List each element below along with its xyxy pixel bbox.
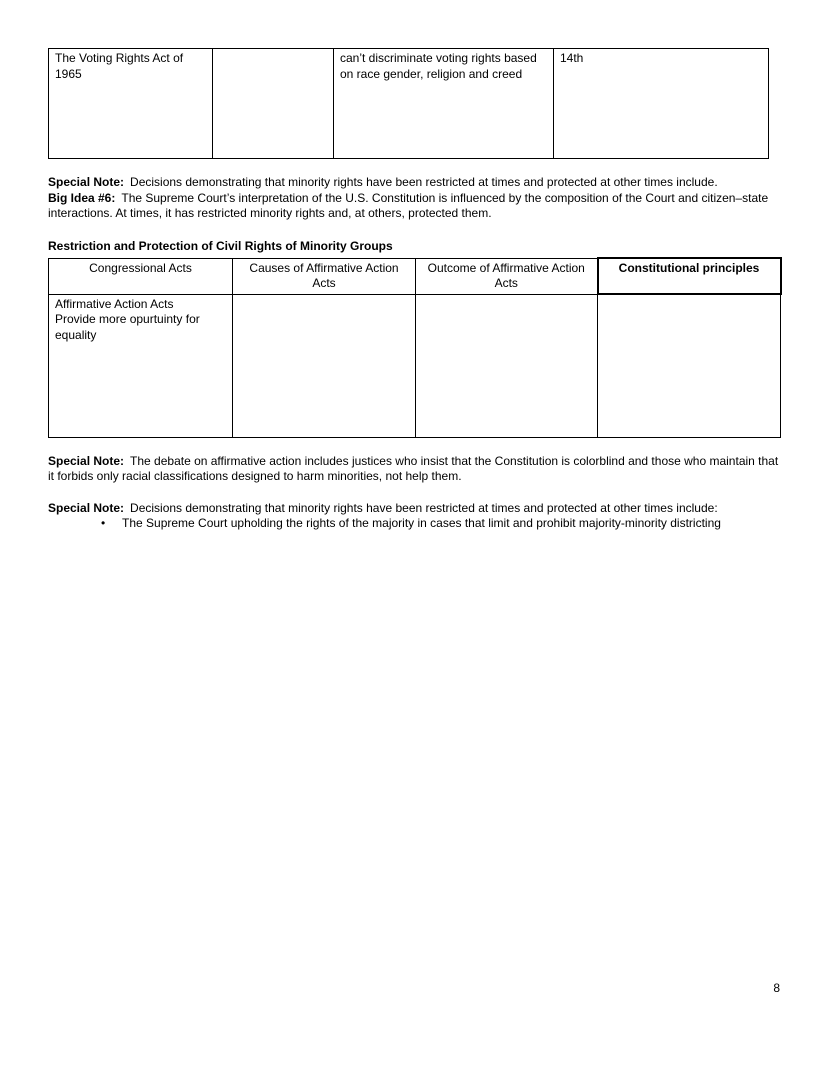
page-number: 8 bbox=[773, 981, 780, 995]
cell-cause-empty bbox=[233, 294, 416, 437]
cell-outcome: can’t discriminate voting rights based on race gender, religion and creed bbox=[334, 49, 554, 159]
cell-cause-empty bbox=[213, 49, 334, 159]
voting-rights-table bbox=[48, 48, 769, 159]
table-header-row bbox=[49, 258, 781, 294]
special-note-label: Special Note: bbox=[48, 500, 125, 515]
special-note-label: Special Note: bbox=[48, 175, 125, 189]
big-idea-label: Big Idea #6: bbox=[48, 190, 116, 205]
civil-rights-table bbox=[48, 257, 782, 438]
table-row bbox=[49, 294, 781, 437]
special-note-minority-rights bbox=[48, 175, 780, 191]
special-note-label: Special Note: bbox=[48, 453, 125, 468]
special-note-minority-rights-2 bbox=[48, 501, 780, 517]
big-idea-note bbox=[48, 191, 780, 222]
note-bullet-list bbox=[48, 516, 737, 532]
header-outcome-affirmative-action: Outcome of Affirmative Action Acts bbox=[416, 258, 598, 294]
special-note-text: Decisions demonstrating that minority rights have been restricted at times and protected at other times include. bbox=[130, 175, 718, 189]
header-congressional-acts: Congressional Acts bbox=[49, 258, 233, 294]
cell-line-1: Affirmative Action Acts bbox=[55, 296, 174, 311]
cell-affirmative-action-acts bbox=[49, 294, 233, 437]
special-note-text: The debate on affirmative action includes justices who insist that the Constitution is colorblind and those who maintain that it forbids only racial classifications designed to harm minorities, not help them. bbox=[48, 453, 779, 483]
section-heading: Restriction and Protection of Civil Rights of Minority Groups bbox=[48, 238, 393, 253]
list-item: • The Supreme Court upholding the rights of the majority in cases that limit and prohibit majority-minority districting bbox=[122, 516, 737, 532]
cell-constitutional-principle: 14th bbox=[554, 49, 769, 159]
header-causes-affirmative-action: Causes of Affirmative Action Acts bbox=[233, 258, 416, 294]
header-constitutional-principles: Constitutional principles bbox=[598, 258, 781, 294]
notes-block bbox=[48, 175, 780, 222]
table-row bbox=[49, 49, 769, 159]
special-note-text: Decisions demonstrating that minority rights have been restricted at times and protected at other times include: bbox=[130, 500, 718, 515]
cell-outcome-empty bbox=[416, 294, 598, 437]
cell-line-2: Provide more opurtuinty for equality bbox=[55, 312, 200, 342]
big-idea-text: The Supreme Court’s interpretation of the U.S. Constitution is influenced by the composition of the Court and citizen–state interactions. At times, it has restricted minority rights and, at others, protected them. bbox=[48, 190, 769, 220]
cell-congressional-act: The Voting Rights Act of 1965 bbox=[49, 49, 213, 159]
cell-principle-empty bbox=[598, 294, 781, 437]
special-note-affirmative-debate bbox=[48, 454, 780, 485]
